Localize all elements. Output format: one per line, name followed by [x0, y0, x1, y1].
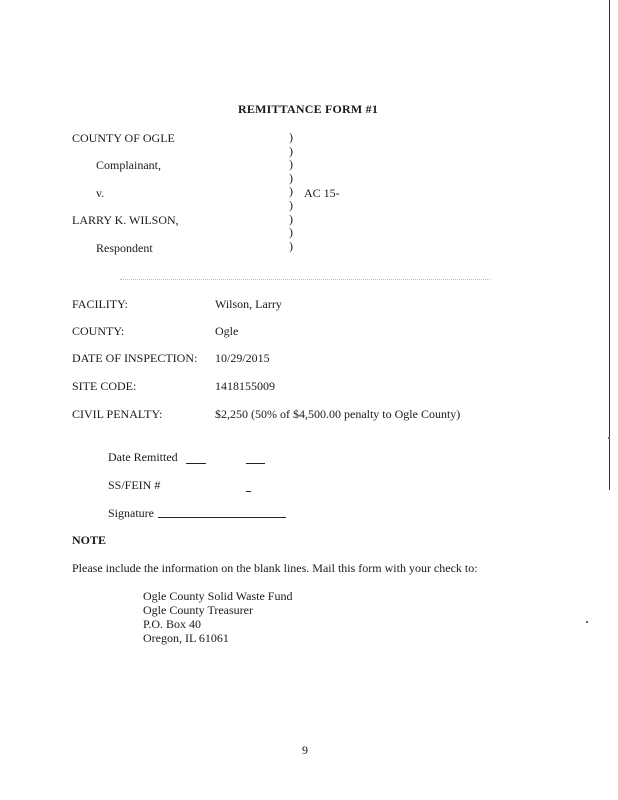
form-title: REMITTANCE FORM #1 — [238, 102, 379, 116]
field-label-civil-penalty: CIVIL PENALTY: — [72, 407, 163, 421]
field-label-facility: FACILITY: — [72, 297, 129, 311]
caption-respondent-name: LARRY K. WILSON, — [72, 213, 179, 227]
field-label-county: COUNTY: — [72, 324, 125, 338]
field-label-site-code: SITE CODE: — [72, 379, 137, 393]
field-label-inspection-date: DATE OF INSPECTION: — [72, 351, 198, 365]
date-remitted-line-2[interactable] — [246, 463, 265, 464]
ssn-fein-line[interactable] — [246, 491, 251, 492]
address-line-3: P.O. Box 40 — [143, 617, 202, 631]
caption-versus: v. — [96, 186, 105, 200]
case-number: AC 15- — [304, 186, 340, 200]
caption-complainant: Complainant, — [96, 158, 161, 172]
separator-line — [120, 279, 490, 280]
scan-speck — [586, 621, 588, 623]
note-text: Please include the information on the blank lines. Mail this form with your check to: — [72, 561, 478, 575]
address-line-1: Ogle County Solid Waste Fund — [143, 589, 293, 603]
field-value-county: Ogle — [215, 324, 239, 338]
scan-speck — [608, 437, 610, 439]
date-remitted-label: Date Remitted — [108, 450, 178, 464]
address-line-2: Ogle County Treasurer — [143, 603, 253, 617]
ssn-fein-label: SS/FEIN # — [108, 478, 161, 492]
date-remitted-line-1[interactable] — [186, 463, 206, 464]
signature-line[interactable] — [158, 517, 286, 518]
field-value-civil-penalty: $2,250 (50% of $4,500.00 penalty to Ogle County) — [215, 407, 461, 421]
signature-label: Signature — [108, 506, 154, 520]
caption-county: COUNTY OF OGLE — [72, 131, 175, 145]
field-value-site-code: 1418155009 — [215, 379, 275, 393]
note-heading: NOTE — [72, 533, 107, 547]
field-value-inspection-date: 10/29/2015 — [215, 351, 270, 365]
caption-respondent-role: Respondent — [96, 241, 153, 255]
scan-margin-line — [609, 0, 610, 490]
field-value-facility: Wilson, Larry — [215, 297, 282, 311]
page-number: 9 — [302, 743, 308, 757]
address-line-4: Oregon, IL 61061 — [143, 631, 229, 645]
caption-paren-column: ) ) ) ) ) ) ) ) ) — [289, 130, 293, 253]
